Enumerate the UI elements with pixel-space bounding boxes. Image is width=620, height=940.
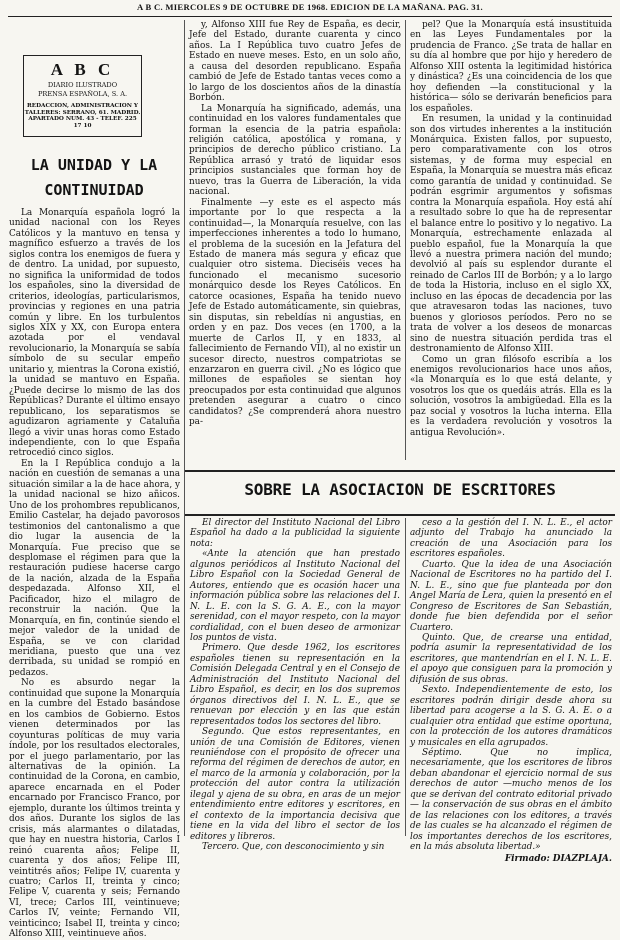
article1-col2-paragraph: Finalmente —y este es el aspecto más importante por lo que respecta a la continuidad—, la Monarquía resuelve, con las imperfecciones inherentes a todo lo humano, el problema de la sucesión en la Jefatura del Estado de manera más segura y eficaz que cualquier otro sistema. Dieciséis veces ha funcionado el mecanismo sucesorio monárquico desde los Reyes Católicos. En catorce ocasiones, España ha tenido nuevo Jefe de Estado automáticamente, sin quiebras, sin disputas, sin rebeldías ni angustias, en orden y en paz. Dos veces (en 1700, a la muerte de Carlos II, y en 1833, al fallecimiento de Fernando VII), al no existir un sucesor directo, nuestros compatriotas se enzarzaron en guerra civil. ¿No es lógico que millones de españoles se sientan hoy preocupados por esta continuidad que algunos pretenden asegurar a cuatro o cinco candidatos? ¿Se comprenderá ahora nuestro pa-	[189, 197, 401, 428]
article1-col1-paragraph: No es absurdo negar la continuidad que supone la Monarquía en la cumbre del Estado basándose en los cambios de Gobierno. Estos vienen determinados por las coyunturas políticas de muy varia índole, por los resultados electorales, por el juego parlamentario, por las alternativas de la opinión. La continuidad de la Corona, en cambio, aparece encarnada en el Poder encarnado por Francisco Franco, por ejemplo, durante los últimos treinta y dos años. Durante los siglos de las crisis, más alarmantes o dilatadas, que hay en nuestra historia, Carlos I reinó cuarenta años; Felipe II, cuarenta y dos años; Felipe III, veintitrés años; Felipe IV, cuarenta y cuatro; Carlos II, treinta y cinco; Felipe V, cuarenta y seis; Fernando VI, trece; Carlos III, veintinueve; Carlos IV, veinte; Fernando VII, veinticinco; Isabel II, treinta y cinco; Alfonso XIII, veintinueve años.	[9, 678, 180, 940]
article1-col1-paragraph: La Monarquía española logró la unidad nacional con los Reyes Católicos y la mantuvo en tensa y magnífico esfuerzo a través de los siglos contra los enemigos de fuera y de dentro. La unidad, por supuesto, no significa la uniformidad de todos los españoles, sino la diversidad de criterios, ideologías, particularismos, provincias y regiones en una patria común y libre. En los turbulentos siglos XIX y XX, con Europa entera azotada por el vendaval revolucionario, la Monarquía se sabía símbolo de su secular empeño unitario y, mientras la Corona existió, la unidad se mantuvo en España. ¿Puede decirse lo mismo de las dos Repúblicas? Durante el último ensayo republicano, los separatismos se agudizaron agriamente y Cataluña llegó a vivir unas horas como Estado independiente, con lo que España retrocedió cinco siglos.	[9, 208, 180, 459]
page-header: A B C. MIERCOLES 9 DE OCTUBRE DE 1968. EDICION DE LA MAÑANA. PAG. 31.	[137, 2, 483, 12]
article2-col2-paragraph: Cuarto. Que la idea de una Asociación Nacional de Escritores no ha partido del I. N. L. E., sino que fue planteada por don Angel María de Lera, quien la presentó en el Congreso de Escritores de San Sebastián, donde fue bien defendida por el señor Cuartero.	[410, 559, 612, 633]
article2-col1-paragraph: Segundo. Que estos representantes, en unión de una Comisión de Editores, vienen reuniéndose con el propósito de ofrecer una reforma del régimen de derechos de autor, en el marco de la armonía y colaboración, por la protección del autor contra la utilización ilegal y ajena de su obra, en aras de un mejor entendimiento entre editores y escritores, en el contexto de la importancia decisiva que tiene en la vida del libro el sector de los editores y libreros.	[190, 727, 400, 842]
masthead-line2: PRENSA ESPAÑOLA, S. A.	[37, 90, 128, 99]
article2-col2-paragraph: ceso a la gestión del I. N. L. E., el actor adjunto del Trabajo ha anunciado la creación de una Asociación para los escritores españoles.	[410, 518, 612, 560]
article2-column-2	[410, 518, 612, 864]
article2-signature: Firmado: DIAZPLAJA.	[504, 853, 612, 864]
article1-col2-paragraph: y, Alfonso XIII fue Rey de España, es decir, Jefe del Estado, durante cuarenta y cinco años. La I República tuvo cuatro Jefes de Estado en nueve meses. Esto, en un solo año, a causa del desorden republicano. España cambió de Jefe de Estado tantas veces como a lo largo de los doscientos años de la dinastía Borbón.	[189, 20, 401, 104]
article1-col3-paragraph: En resumen, la unidad y la continuidad son dos virtudes inherentes a la institución Monárquica. Existen fallos, por supuesto, pero comparativamente con los otros sistemas, y de forma muy especial en España, la Monarquía se muestra más eficaz como garantía de unidad y continuidad. Se podrán esgrimir argumentos y sofismas contra la Monarquía española. Hoy está ahí a resultado sobre lo que ha de representar el balance entre lo positivo y lo negativo. La Monarquía, estrechamente enlazada al pueblo español, fue la Monarquía la que llevó a nuestra primera nación del mundo; devolvió al país su esplendor durante el reinado de Carlos III de Borbón; y a lo largo de toda la Historia, incluso en el siglo XX, incluso en las épocas de decadencia por las que atravesaron todas las naciones, tuvo buenos y gloriosos períodos. Pero no se trata de volver a los deseos de monarcas sino de nuestra situación perdida tras el destronamiento de Alfonso XIII.	[410, 114, 612, 355]
article2-col2-paragraph: Séptimo. Que no implica, necesariamente, que los escritores de libros deban abandonar el ejercicio normal de sus derechos de autor —mucho menos de los que se derivan del contrato editorial privado— la conservación de sus obras en el ámbito de las relaciones con los editores, a través de las cuales se ha alcanzado el régimen de los importantes derechos de los escritores, en la más absoluta libertad.»	[410, 747, 612, 853]
article1-column-2	[189, 20, 401, 460]
article1-column-1	[9, 208, 180, 940]
article1-col3-paragraph: pel? Que la Monarquía está insustituida en las Leyes Fundamentales por la prudencia de Franco. ¿Se trata de hallar en su día al hombre que por hijo y heredero de Alfonso XIII ostenta la legitimidad histórica y dinástica? ¿Es una coincidencia de los que hoy defienden —la constitucional y la histórica— sólo se derivarán beneficios para los españoles.	[410, 20, 612, 114]
column-divider-3	[405, 518, 406, 836]
header-rule	[8, 16, 612, 17]
article2-title: SOBRE LA ASOCIACION DE ESCRITORES	[244, 480, 556, 499]
article1-col2-paragraph: La Monarquía ha significado, además, una continuidad en los valores fundamentales que forman la esencia de la patria española: religión católica, apostólica y romana, y principios de derecho público cristiano. La República arrasó y trató de liquidar esos principios sustanciales que forman hoy de nuevo, tras la Guerra de Liberación, la vida nacional.	[189, 103, 401, 198]
masthead-title: A B C	[50, 60, 115, 79]
masthead-line3: REDACCION, ADMINISTRACION Y TALLERES: SERRANO, 61. MADRID. APARTADO NUM. 43 - TELEF. 225 17 10	[24, 102, 141, 130]
article2-col1-paragraph: Primero. Que desde 1962, los escritores españoles tienen su representación en la Comisión Delegada Central y en el Consejo de Administración del Instituto Nacional del Libro Español, es decir, en los dos supremos órganos directivos del I. N. L. E., que se renuevan por elección y en las que están representados todos los sectores del libro.	[190, 643, 400, 727]
article1-col3-paragraph: Como un gran filósofo escribía a los enemigos revolucionarios hace unos años, «la Monarquía es lo que está delante, y vosotros los que os quedáis atrás. Ella es la solución, vosotros la ambigüedad. Ella es la paz social y vosotros la lucha interna. Ella es la verdadera revolución y vosotros la antigua Revolución».	[410, 354, 612, 438]
article1-col1-paragraph: En la I República condujo a la nación en cuestión de semanas a una situación similar a la de hace ahora, y la unidad nacional se hizo añicos. Uno de los prohombres republicanos, Emilio Castelar, ha dejado pavorosos testimonios del cantonalismo a que dio lugar la ausencia de la Monarquía. Fue preciso que se desplomase el régimen para que la restauración pudiese hacerse cargo de la nación, alzada de la España despedazada. Alfonso XII, el Pacificador, hizo el milagro de reconstruir la nación. Que la Monarquía, en fin, continúe siendo el mejor valedor de la unidad de España, se ve con claridad meridiana, puesto que una vez derribada, su unidad se rompió en pedazos.	[9, 458, 180, 678]
article1-title: LA UNIDAD Y LA CONTINUIDAD	[30, 156, 158, 199]
article1-column-3	[410, 20, 612, 460]
column-divider-2	[405, 20, 406, 460]
article2-col2-paragraph: Sexto. Independientemente de esto, los escritores podrán dirigir desde ahora su libertad para acogerse a la S. G. A. E. o a cualquier otra entidad que estime oportuna, con la protección de los autores dramáticos y musicales en ella agrupados.	[410, 685, 612, 748]
article2-col1-paragraph: El director del Instituto Nacional del Libro Español ha dado a la publicidad la siguiente nota:	[190, 518, 400, 549]
masthead-line1: DIARIO ILUSTRADO	[47, 81, 118, 89]
masthead-box	[23, 55, 142, 137]
article2-col2-paragraph: Quinto. Que, de crearse una entidad, podría asumir la representatividad de los escritores, que mantendrían en el I. N. L. E. el apoyo que consiguen para la promoción y difusión de sus obras.	[410, 632, 612, 685]
article2-col1-paragraph: «Ante la atención que han prestado algunos periódicos al Instituto Nacional del Libro Español con la Sociedad General de Autores, entiendo que es ocasión hacer una información pública sobre las relaciones del I. N. L. E. con la S. G. A. E., con la mayor serenidad, con el mayor respeto, con la mayor cordialidad, con el buen deseo de armonizar los puntos de vista.	[190, 549, 400, 643]
article2-column-1	[190, 518, 400, 853]
article2-col1-paragraph: Tercero. Que, con desconocimiento y sin	[202, 842, 385, 853]
column-divider-1	[184, 20, 185, 836]
